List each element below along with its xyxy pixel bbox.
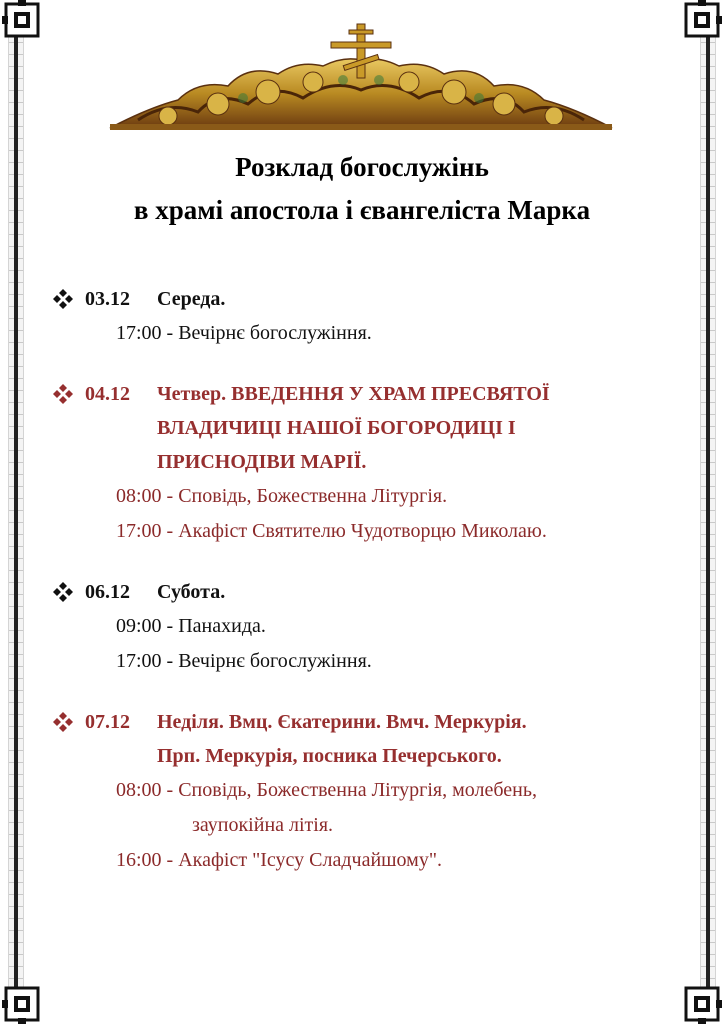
day-title-line: ПРИСНОДІВИ МАРІЇ. bbox=[157, 451, 367, 473]
day-title-line: Четвер. ВВЕДЕННЯ У ХРАМ ПРЕСВЯТОЇ bbox=[157, 383, 550, 405]
corner-ornament-icon bbox=[682, 984, 722, 1024]
service-item: 17:00 - Вечірнє богослужіння. bbox=[116, 322, 372, 344]
day-date: 06.12 bbox=[85, 581, 130, 603]
schedule-day bbox=[52, 575, 672, 679]
service-item: 16:00 - Акафіст "Ісусу Сладчайшому". bbox=[116, 849, 442, 871]
day-date: 03.12 bbox=[85, 288, 130, 310]
day-title bbox=[157, 377, 672, 479]
day-heading bbox=[52, 575, 672, 609]
day-title: Середа. bbox=[157, 288, 226, 310]
four-diamond-bullet-icon bbox=[52, 581, 74, 603]
iconostasis-ornament bbox=[108, 20, 614, 132]
service-item: 17:00 - Вечірнє богослужіння. bbox=[116, 650, 372, 672]
day-date: 04.12 bbox=[85, 383, 130, 405]
day-title-line: Неділя. Вмц. Єкатерини. Вмч. Меркурія. bbox=[157, 711, 527, 733]
day-title-line: Прп. Меркурія, посника Печерського. bbox=[157, 745, 502, 767]
corner-ornament-icon bbox=[2, 984, 42, 1024]
service-item-text: 08:00 - Сповідь, Божественна Літургія, молебень, bbox=[116, 779, 537, 801]
page-title: Розклад богослужінь bbox=[235, 152, 489, 182]
corner-ornament-icon bbox=[682, 0, 722, 40]
day-title-line: ВЛАДИЧИЦІ НАШОЇ БОГОРОДИЦІ І bbox=[157, 417, 516, 439]
four-diamond-bullet-icon bbox=[52, 383, 74, 405]
day-title: Субота. bbox=[157, 581, 226, 603]
day-heading bbox=[52, 282, 672, 316]
four-diamond-bullet-icon bbox=[52, 711, 74, 733]
day-heading bbox=[52, 705, 672, 773]
service-schedule bbox=[52, 282, 672, 904]
schedule-day bbox=[52, 282, 672, 351]
day-title bbox=[157, 705, 672, 773]
service-item: 17:00 - Акафіст Святителю Чудотворцю Миколаю. bbox=[116, 520, 547, 542]
service-item-continuation: заупокійна літія. bbox=[192, 814, 334, 836]
service-item bbox=[52, 773, 672, 843]
four-diamond-bullet-icon bbox=[52, 288, 74, 310]
day-heading bbox=[52, 377, 672, 479]
schedule-day-feast bbox=[52, 705, 672, 878]
day-date: 07.12 bbox=[85, 711, 130, 733]
corner-ornament-icon bbox=[2, 0, 42, 40]
service-item: 08:00 - Сповідь, Божественна Літургія. bbox=[116, 485, 448, 507]
page-subtitle: в храмі апостола і євангеліста Марка bbox=[133, 195, 591, 225]
service-item: 09:00 - Панахида. bbox=[116, 615, 266, 637]
schedule-day-feast bbox=[52, 377, 672, 549]
